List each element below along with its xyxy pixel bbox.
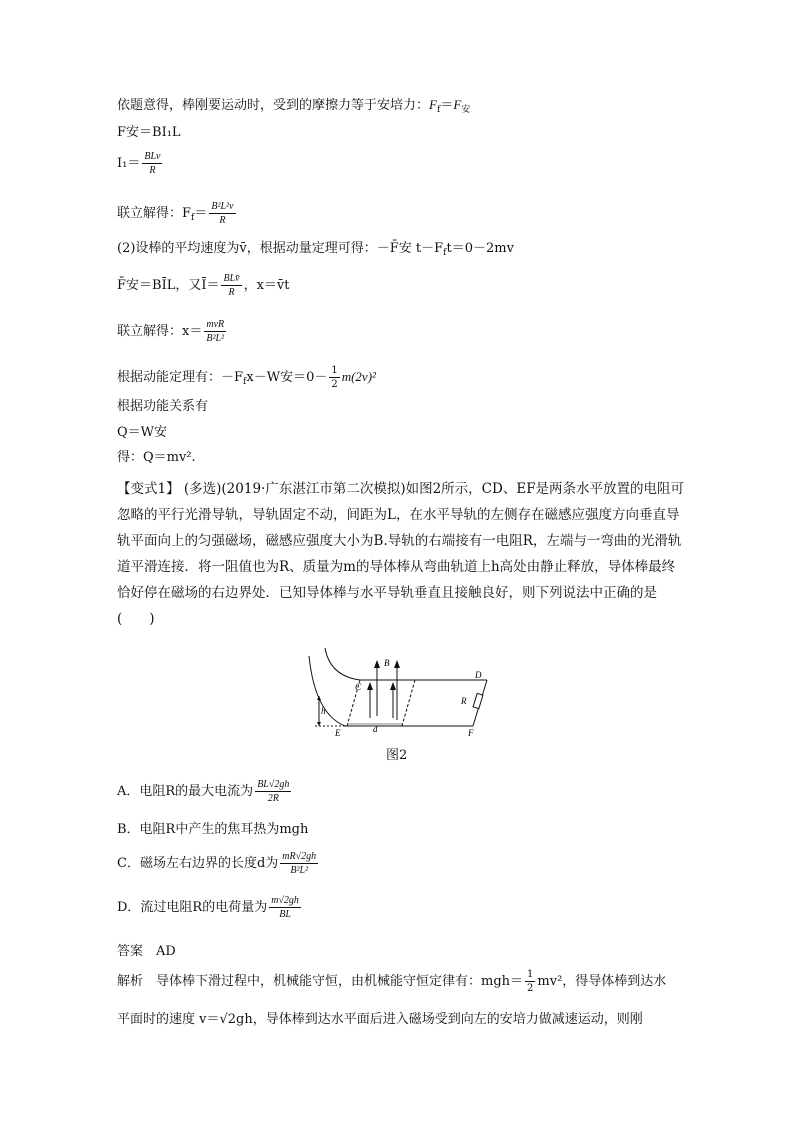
option-b (117, 818, 308, 837)
solution-line-9 (117, 398, 208, 416)
friction-symbol: F (429, 97, 437, 112)
solution-line-11 (117, 449, 196, 467)
combined-solve-label: 联立解得：F (117, 206, 192, 221)
option-c (117, 850, 320, 877)
arrow-head-icon (374, 660, 380, 668)
label-f: F (468, 728, 474, 738)
option-c-fraction: $\frac{mR√2gh}{\text{B²L²}}$ (282, 851, 317, 876)
heat-result: 得：Q＝mv². (117, 450, 196, 465)
solution-line-7 (117, 318, 228, 345)
solution-line-6: F̄安＝BĪL，又Ī＝ $\frac{\text{BLv̄}}{R}$ ，x＝v̄t (117, 273, 290, 298)
figure-caption: 图2 (386, 748, 408, 763)
option-a (117, 778, 293, 805)
friction-fraction: $\frac{\text{B²L²v}}{R}$ (211, 201, 234, 226)
arrow-head-icon (367, 682, 373, 690)
solution-line-1: 依题意得，棒刚要运动时，受到的摩擦力等于安培力：$F_f=F_安$ (117, 97, 471, 115)
analysis-half-fraction: $\frac{1}{2}$ (527, 969, 534, 994)
option-a-fraction: $\frac{BL√2gh}{2R}$ (257, 779, 290, 804)
label-b: B (384, 658, 390, 668)
resistor-r (473, 693, 483, 708)
average-current-text: F̄安＝BĪL，又Ī＝ (117, 278, 220, 293)
answer-line: 答案 AD (117, 944, 176, 959)
curved-rail-lower (309, 656, 345, 726)
work-energy-label: 根据功能关系有 (117, 399, 209, 414)
analysis-text-2: 平面时的速度 v＝√2gh，导体棒到达水平面后进入磁场受到向左的安培力做减速运动，则刚 (117, 1012, 643, 1027)
label-d-width: d (373, 724, 378, 734)
label-r: R (461, 696, 467, 706)
arrow-head-icon (317, 696, 321, 700)
analysis-line-1: 解析 导体棒下滑过程中，机械能守恒，由机械能守恒定律有：mgh＝ $\frac{1}{2}$ mv²，得导体棒到达水 (117, 969, 667, 994)
problem-statement: 【变式1】 (多选)(2019·广东湛江市第二次模拟)如图2所示，CD、EF是两条水平放置的电阻可忽略的平行光滑导轨，导轨固定不动，间距为L，在水平导轨的左侧存在磁感应强度方向垂直导轨平面向上的匀强磁场，磁感应强度大小为B.导轨的右端接有一电阻R，左端与一弯曲的光滑轨道平滑连接．将一阻值也为R、质量为m的导体棒从弯曲轨道上h高处由静止释放，导体棒最终恰好停在磁场的右边界处．已知导体棒与水平导轨垂直且接触良好，则下列说法中正确的是( ) (117, 481, 685, 627)
label-e: E (335, 728, 341, 738)
current-lhs: I₁＝ (117, 156, 141, 171)
solution-line-5: (2)设棒的平均速度为v̄，根据动量定理可得：－F̄安 $t-F_ft=0-2mv$ (117, 241, 514, 258)
option-b-text: B．电阻R中产生的焦耳热为mgh (117, 822, 309, 837)
option-a-text: A．电阻R的最大电流为 (117, 784, 254, 799)
kinetic-energy-theorem-text: 根据动能定理有：－F (117, 370, 244, 385)
option-d-text: D．流过电阻R的电荷量为 (117, 900, 268, 915)
arrow-head-icon (394, 660, 400, 668)
option-c-text: C．磁场左右边界的长度d为 (117, 856, 279, 871)
analysis-text-1: 解析 导体棒下滑过程中，机械能守恒，由机械能守恒定律有：mgh＝ (117, 974, 524, 989)
solution-line-3 (117, 150, 164, 177)
ampere-force-formula: F安＝BI₁L (117, 125, 181, 140)
average-current-fraction: $\frac{\text{BLv̄}}{R}$ (223, 273, 240, 298)
circuit-figure (305, 646, 505, 746)
arrow-head-icon (390, 682, 396, 690)
solution-line-4: 联立解得：$F_f=$ $\frac{\text{B²L²v}}{R}$ (117, 201, 234, 226)
half-fraction: $\frac{1}{2}$ (331, 365, 338, 390)
momentum-theorem-text: (2)设棒的平均速度为v̄，根据动量定理可得：－F̄安 t－F (117, 241, 444, 256)
displacement-fraction: $\frac{\text{mvR}}{\text{B²L²}}$ (206, 319, 225, 344)
analysis-line-2 (117, 1008, 643, 1027)
solution-line-8: 根据动能定理有：$-F_fx-W$安＝0－ $\frac{1}{2}$ m(2v)² (117, 365, 376, 390)
current-fraction: $\frac{\text{BLv}}{R}$ (144, 151, 161, 176)
arrow-head-icon (317, 722, 321, 726)
heat-equation: Q＝W安 (117, 425, 168, 440)
label-h: h (321, 706, 326, 716)
solution-line-10 (117, 424, 167, 442)
curved-rail-upper (325, 648, 360, 680)
label-d: D (475, 670, 482, 680)
solution-line-2 (117, 124, 181, 142)
right-field-boundary (402, 680, 415, 726)
option-d (117, 894, 303, 921)
line-text: 依题意得，棒刚要运动时，受到的摩擦力等于安培力： (117, 98, 430, 113)
label-c: C (355, 682, 362, 692)
option-d-fraction: $\frac{m√2gh}{BL}$ (271, 895, 299, 920)
displacement-label: 联立解得：x＝ (117, 324, 203, 339)
